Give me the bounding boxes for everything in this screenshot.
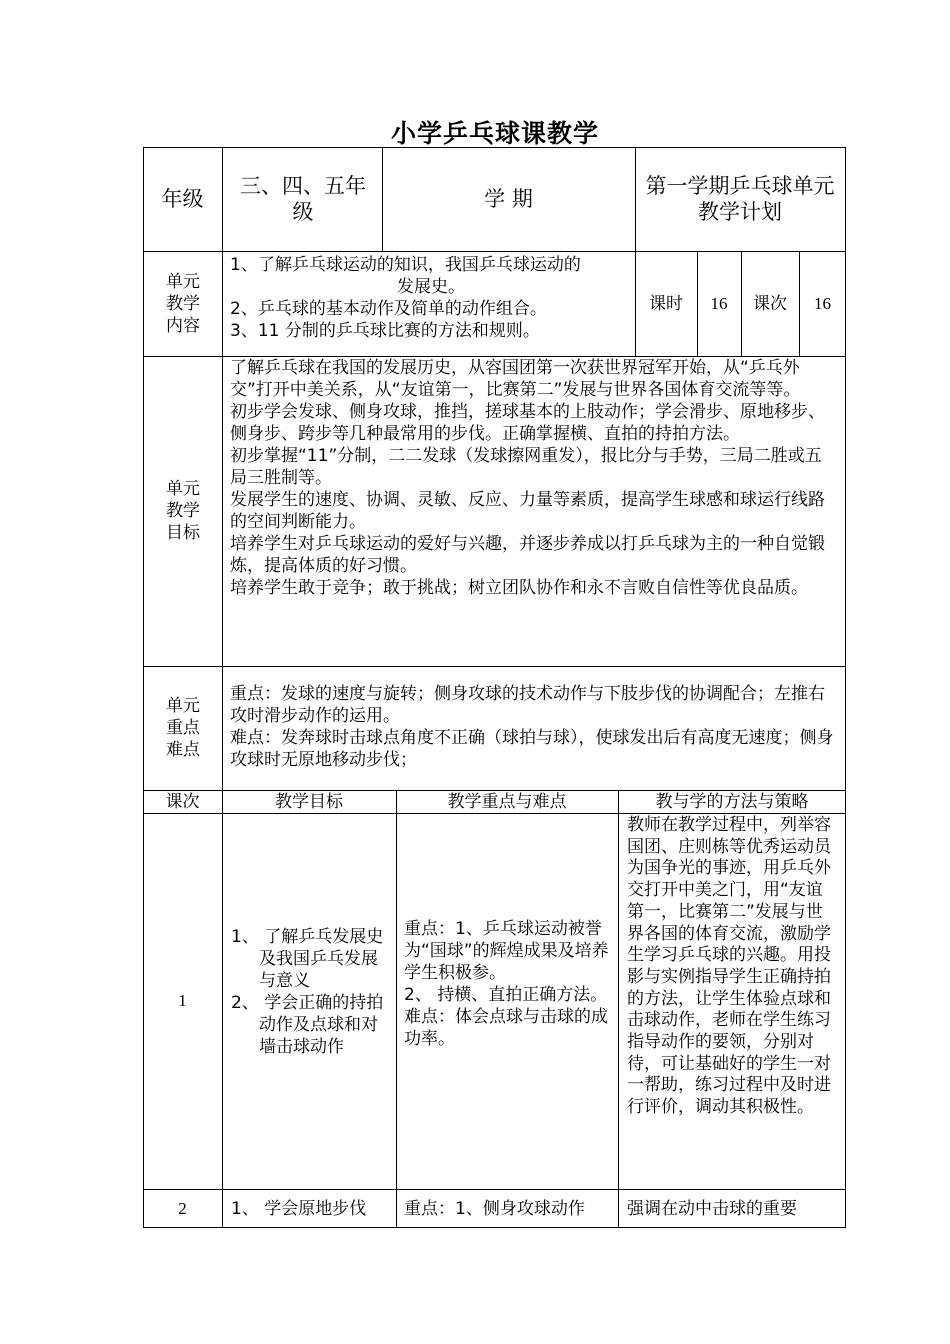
hours-value: 16 (710, 293, 728, 313)
lessons-value: 16 (814, 293, 831, 313)
unit-content-label: 单元教学内容 (166, 271, 200, 336)
unit-goal-3: 初步掌握“11”分制，二二发球（发球擦网重发），报比分与手势，三局二胜或五局三胜制等。 (230, 446, 822, 488)
lesson-keypoints (404, 918, 610, 1050)
lessons-label: 课次 (753, 293, 787, 314)
unit-content-list (230, 254, 632, 342)
lesson-method: 强调在动中击球的重要 (627, 1199, 797, 1219)
unit-content-item-3: 3、11 分制的乒乓球比赛的方法和规则。 (230, 321, 540, 341)
hours-label: 课时 (649, 293, 683, 314)
lesson-col-header: 教与学的方法与策略 (655, 791, 809, 812)
unit-goals-label: 单元教学目标 (166, 479, 200, 543)
document-title: 小学乒乓球课教学 (390, 119, 599, 148)
unit-goals-text (230, 357, 836, 599)
unit-goal-5: 培养学生对乒乓球运动的爱好与兴趣，并逐步养成以打乒乓球为主的一种自觉锻炼，提高体质的好习惯。 (230, 534, 825, 576)
grade-value: 三、四、五年级 (240, 174, 366, 224)
row-divider (143, 666, 846, 667)
unit-goal-6: 培养学生敢于竞争；敢于挑战；树立团队协作和永不言败自信性等优良品质。 (230, 578, 808, 598)
grade-label: 年级 (161, 187, 204, 211)
unit-content-item-1b: 发展史。 (397, 277, 465, 297)
lesson-focus-1: 重点：1、侧身攻球动作 (404, 1199, 585, 1219)
lesson-number: 2 (178, 1198, 187, 1218)
lesson-col-header: 教学目标 (275, 791, 343, 812)
lesson-focus-2: 2、 持横、直拍正确方法。 (404, 985, 608, 1005)
col-divider (222, 147, 223, 1228)
col-divider (396, 790, 397, 1228)
row-divider (143, 1189, 846, 1190)
row-divider (143, 813, 846, 814)
col-divider (618, 790, 619, 1228)
unit-focus: 重点：发球的速度与旋转；侧身攻球的技术动作与下肢步伐的协调配合；左推右攻时滑步动作的运用。 (230, 684, 825, 726)
lesson-col-header: 课次 (165, 791, 200, 812)
lesson-method: 教师在教学过程中，列举容国团、庄则栋等优秀运动员为国争光的事迹，用乒乓外交打开中美之门，用“友谊第一，比赛第二”发展与世界各国的体育交流，激励学生学习乒乓球的兴趣。用投影与实例指导学生正确持拍的方法，让学生体验点球和击球动作，老师在学生练习指导动作的要领，分别对待，可让基础好的学生一对一帮助，练习过程中及时进行评价，调动其积极性。 (627, 815, 831, 1118)
unit-content-item-1a: 1、了解乒乓球运动的知识，我国乒乓球运动的 (230, 255, 581, 275)
lesson-col-header: 教学重点与难点 (447, 791, 567, 812)
lesson-goal-2: 2、 学会正确的持拍动作及点球和对墙击球动作 (231, 993, 384, 1057)
lesson-goal-1: 1、 学会原地步伐 (231, 1199, 367, 1219)
lesson-goals (231, 926, 384, 1058)
lesson-difficulty: 难点：体会点球与击球的成功率。 (404, 1007, 608, 1049)
term-label: 学 期 (484, 187, 533, 211)
unit-goal-4: 发展学生的速度、协调、灵敏、反应、力量等素质，提高学生球感和球运行线路的空间判断能力。 (230, 490, 825, 532)
term-value: 第一学期乒乓球单元教学计划 (645, 174, 835, 224)
unit-goal-1: 了解乒乓球在我国的发展历史，从容国团第一次获世界冠军开始，从“乒乓外交”打开中美关系，从“友谊第一，比赛第二”发展与世界各国体育交流等等。 (230, 358, 801, 400)
unit-goal-2: 初步学会发球、侧身攻球，推挡，搓球基本的上肢动作；学会滑步、原地移步、侧身步、跨步等几种最常用的步伐。正确掌握横、直拍的持拍方法。 (230, 402, 825, 444)
unit-content-item-2: 2、乒乓球的基本动作及简单的动作组合。 (230, 299, 547, 319)
unit-difficulty: 难点：发奔球时击球点角度不正确（球拍与球），使球发出后有高度无速度；侧身攻球时无原地移动步伐； (230, 728, 834, 770)
unit-keypoints-label: 单元重点难点 (166, 696, 200, 760)
lesson-goal-1: 1、 了解乒乓发展史及我国乒乓发展与意义 (231, 927, 384, 991)
unit-keypoints-text (230, 683, 836, 771)
lesson-focus-1: 重点：1、乒乓球运动被誉为“国球”的辉煌成果及培养学生积极参。 (404, 919, 609, 983)
lesson-number: 1 (178, 991, 187, 1010)
